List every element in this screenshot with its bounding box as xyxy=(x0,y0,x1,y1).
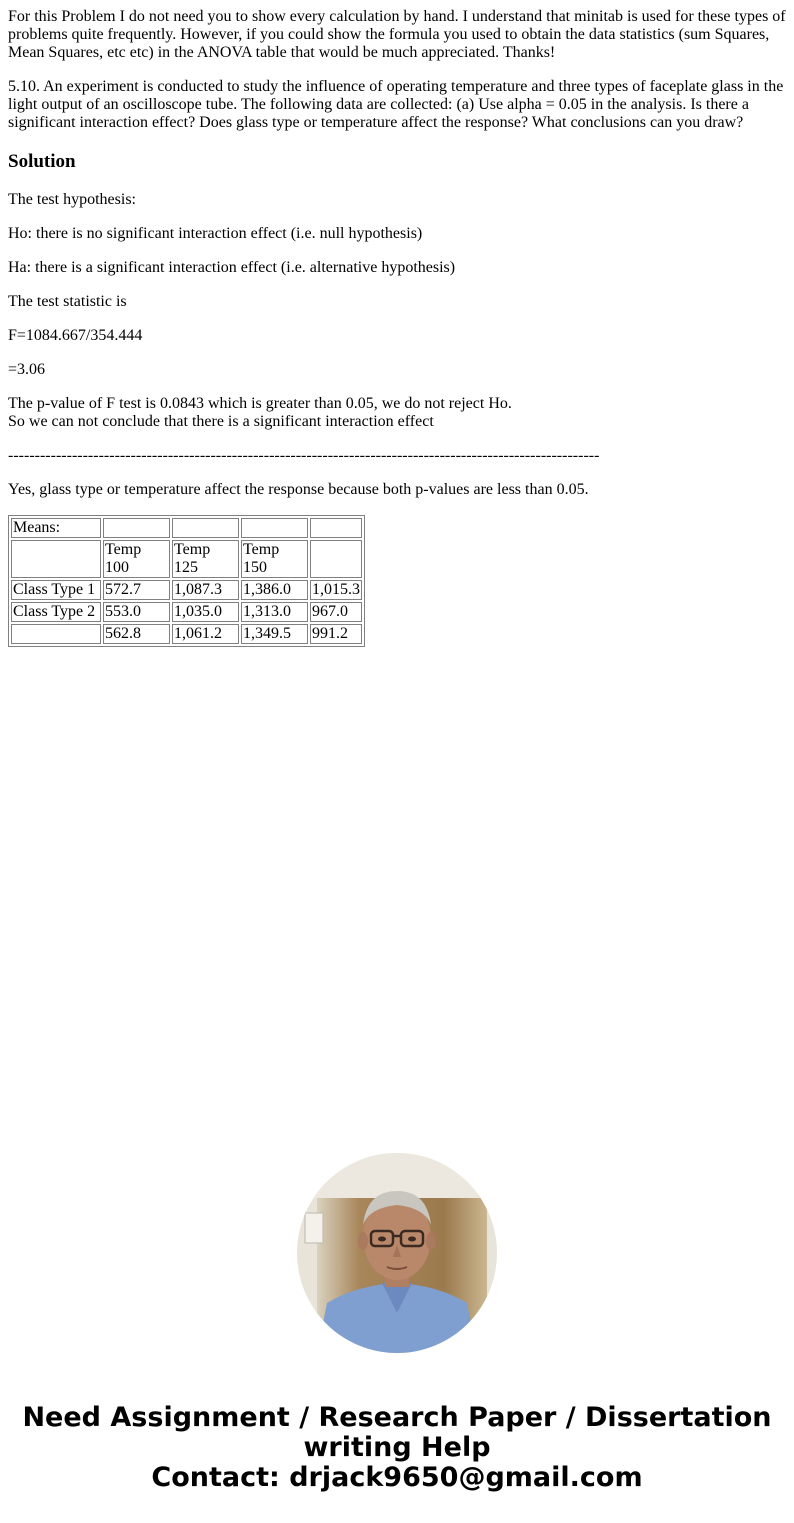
alternative-hypothesis: Ha: there is a significant interaction effect (i.e. alternative hypothesis) xyxy=(8,259,456,276)
table-row xyxy=(11,624,362,644)
f-formula: F=1084.667/354.444 xyxy=(8,327,143,344)
table-cell xyxy=(11,540,101,578)
means-table xyxy=(8,515,365,647)
author-photo xyxy=(297,1153,497,1353)
table-cell: 1,313.0 xyxy=(241,602,308,622)
pvalue-line-2: So we can not conclude that there is a significant interaction effect xyxy=(8,413,434,430)
statistic-intro: The test statistic is xyxy=(8,293,127,310)
promo-contact: Contact: drjack9650@gmail.com xyxy=(151,1462,643,1493)
f-result: =3.06 xyxy=(8,361,46,378)
promo-line-1: Need Assignment / Research Paper / Dissertation xyxy=(22,1402,772,1433)
table-cell: Means: xyxy=(11,518,101,538)
table-cell: Temp 125 xyxy=(172,540,239,578)
table-cell: 553.0 xyxy=(103,602,170,622)
promo-line-2: writing Help xyxy=(303,1432,491,1463)
table-cell: 967.0 xyxy=(310,602,362,622)
table-cell: 1,015.3 xyxy=(312,581,360,598)
table-cell: 991.2 xyxy=(310,624,362,644)
table-cell: 1,035.0 xyxy=(172,602,239,622)
hypothesis-intro: The test hypothesis: xyxy=(8,191,136,208)
table-cell: 572.7 xyxy=(103,580,170,600)
table-cell: 1,349.5 xyxy=(241,624,308,644)
solution-heading: Solution xyxy=(8,151,76,172)
table-cell: Temp 100 xyxy=(103,540,170,578)
conclusion-paragraph: Yes, glass type or temperature affect the response because both p-values are less than 0.05. xyxy=(8,481,589,498)
table-cell xyxy=(310,540,362,578)
table-cell: Temp 150 xyxy=(241,540,308,578)
table-cell: 1,087.3 xyxy=(172,580,239,600)
promo-banner xyxy=(0,1403,794,1493)
table-cell xyxy=(241,518,308,538)
document-body xyxy=(8,0,788,647)
pvalue-line-1: The p-value of F test is 0.0843 which is greater than 0.05, we do not reject Ho. xyxy=(8,395,512,412)
table-cell xyxy=(310,518,362,538)
table-cell xyxy=(11,624,101,644)
intro-paragraph: For this Problem I do not need you to show every calculation by hand. I understand that minitab is used for these types of problems quite frequently. However, if you could show the formula you used to obtain the data statistics (sum Squares, Mean Squares, etc etc) in the ANOVA table that would be much appreciated. Thanks! xyxy=(8,8,786,61)
problem-paragraph: 5.10. An experiment is conducted to study the influence of operating temperature and three types of faceplate glass in the light output of an oscilloscope tube. The following data are collected: (a) Use alpha = 0.05 in the analysis. Is there a significant interaction effect? Does glass type or temperature affect the response? What conclusions can you draw? xyxy=(8,78,784,131)
table-cell: 562.8 xyxy=(103,624,170,644)
table-cell: Class Type 2 xyxy=(11,602,101,622)
null-hypothesis: Ho: there is no significant interaction effect (i.e. null hypothesis) xyxy=(8,225,423,242)
separator-line: --------------------------------------------------------------------------------------------------------------- xyxy=(8,447,600,464)
table-cell xyxy=(103,518,170,538)
table-row xyxy=(11,540,362,578)
table-cell xyxy=(172,518,239,538)
table-row xyxy=(11,580,362,600)
table-row xyxy=(11,602,362,622)
table-row xyxy=(11,518,362,538)
table-cell: Class Type 1 xyxy=(11,580,101,600)
table-cell: 1,061.2 xyxy=(172,624,239,644)
author-avatar xyxy=(297,1153,497,1353)
pvalue-paragraph xyxy=(8,395,788,431)
table-cell: 1,386.0 xyxy=(241,580,308,600)
